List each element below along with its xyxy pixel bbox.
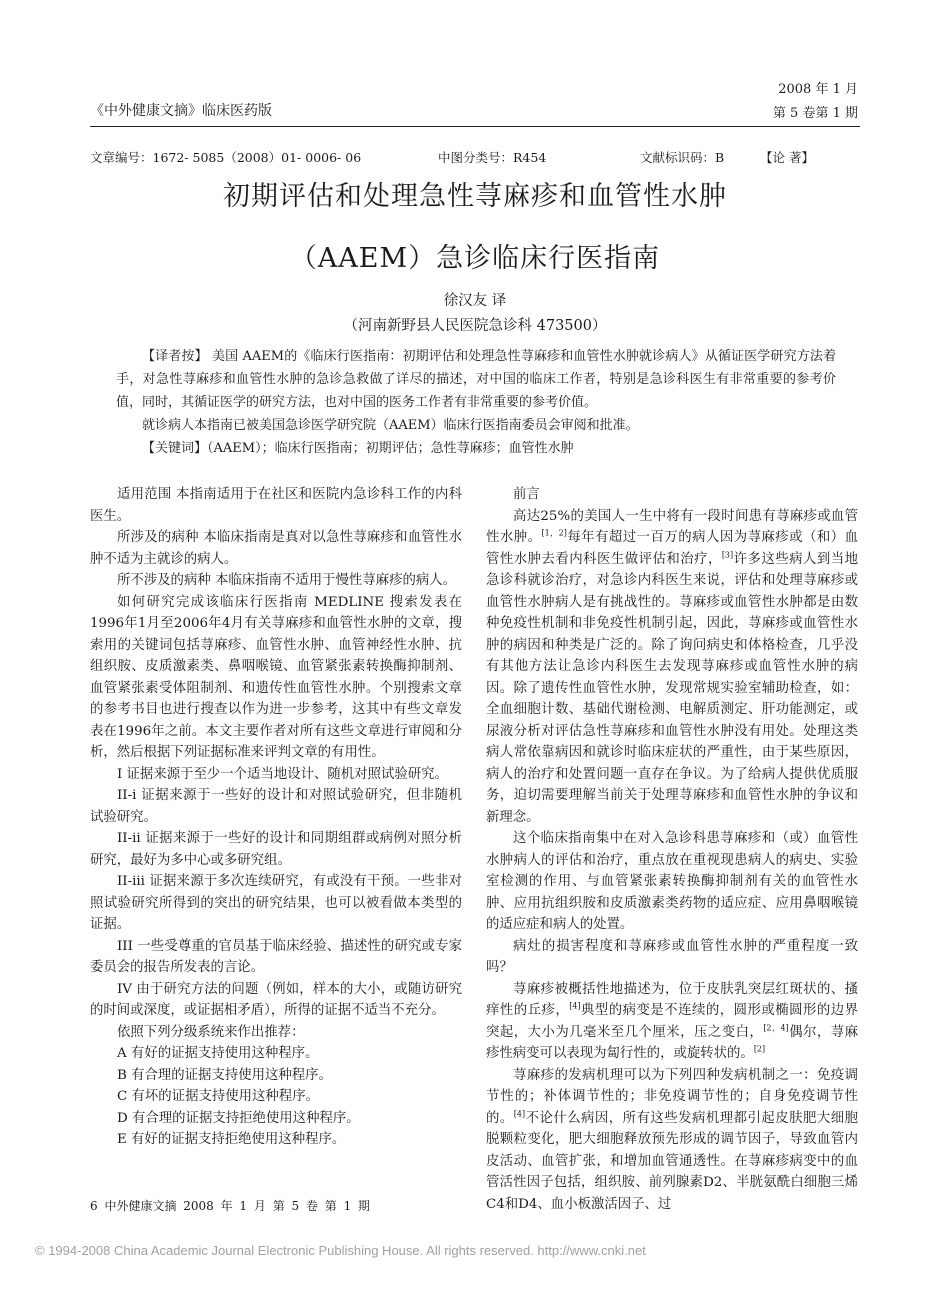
author-affiliation: （河南新野县人民医院急诊科 473500） <box>343 318 607 334</box>
citation-2: [2] <box>753 1044 766 1054</box>
evidence-level-i: I 证据来源于至少一个适当地设计、随机对照试验研究。 <box>117 766 448 782</box>
preface-paragraph-1: 高达25%的美国人一生中将有一段时间患有荨麻疹或血管性水肿。[1，2]每年有超过一百万的病人因为荨麻疹或（和）血管性水肿去看内科医生做评估和治疗，[3]许多这些病人到当地急诊科就诊治疗，对急诊内科医生来说，评估和处理荨麻疹或血管性水肿病人是有挑战性的。荨麻疹或血管性水肿都是由数种免疫性机制和非免疫性机制引起，因此，荨麻疹或血管性水肿的病因和种类是广泛的。除了询问病史和体格检查，几乎没有其他方法让急诊内科医生去发现荨麻疹或血管性水肿的病因。除了遗传性血管性水肿，发现常规实验室辅助检查，如：全血细胞计数、基础代谢检测、电解质测定、肝功能测定，或尿液分析对评估急性荨麻疹和血管性水肿没有用处。处理这类病人常依靠病因和就诊时临床症状的严重性，由于某些原因，病人的治疗和处置问题一直存在争议。为了给病人提供优质服务，迫切需要理解当前关于处理荨麻疹和血管性水肿的争议和新理念。 <box>486 508 859 825</box>
classification-code: 中图分类号：R454 <box>438 150 547 165</box>
preface-paragraph-2: 这个临床指南集中在对入急诊科患荨麻疹和（或）血管性水肿病人的评估和治疗，重点放在重视现患病人的病史、实验室检测的作用、与血管紧张素转换酶抑制剂有关的血管性水肿、应用抗组织胺和皮质激素类药物的适应症、应用鼻咽喉镜的适应症和病人的处置。 <box>486 831 858 932</box>
grade-c: C 有坏的证据支持使用这种程序。 <box>117 1089 319 1104</box>
document-code: 文献标识码：B <box>640 150 725 165</box>
citation-2-4: [2，4] <box>763 1023 789 1033</box>
page-footer: 6 中外健康文摘 2008 年 1 月 第 5 卷 第 1 期 <box>90 1199 371 1213</box>
keywords: 【关键词】（AAEM）；临床行医指南；初期评估；急性荨麻疹；血管性水肿 <box>142 441 574 456</box>
citation-1-2: [1，2] <box>541 528 567 538</box>
copyright-watermark: © 1994-2008 China Academic Journal Electronic Publishing House. All rights reserved. http://www.cnki.net <box>35 1243 646 1258</box>
scope-paragraph: 适用范围 本指南适用于在社区和医院内急诊科工作的内科医生。 <box>90 487 462 524</box>
grade-b: B 有合理的证据支持使用这种程序。 <box>117 1067 332 1083</box>
issue-date: 2008 年 1 月 <box>778 82 858 97</box>
right-column <box>486 484 858 1215</box>
evidence-level-ii-i: II-i 证据来源于一些好的设计和对照试验研究，但非随机试验研究。 <box>90 788 462 825</box>
evidence-level-iv: IV 由于研究方法的问题（例如，样本的大小，或随访研究的时间或深度，或证据相矛盾），所得的证据不适当不充分。 <box>90 981 462 1018</box>
evidence-level-ii-ii: II-ii 证据来源于一些好的设计和同期组群或病例对照分析研究，最好为多中心或多研究组。 <box>90 831 462 868</box>
article-category: 【论 著】 <box>760 150 814 165</box>
question-heading: 病灶的损害程度和荨麻疹或血管性水肿的严重程度一致吗？ <box>486 938 858 975</box>
title-line-2: （AAEM）急诊临床行医指南 <box>289 243 661 274</box>
diseases-excluded-paragraph: 所不涉及的病种 本临床指南不适用于慢性荨麻疹的病人。 <box>117 573 457 588</box>
methods-paragraph: 如何研究完成该临床行医指南 MEDLINE 搜索发表在1996年1月至2006年4月有关荨麻疹和血管性水肿的文章，搜索用的关键词包括荨麻疹、血管性水肿、血管神经性水肿、抗组织胺、皮质激素类、鼻咽喉镜、血管紧张素转换酶抑制剂、血管紧张素受体阻制剂、和遗传性血管性水肿。个别搜索文章的参考书目也进行搜查以作为进一步参考，这其中有些文章发表在1996年之前。本文主要作者对所有这些文章进行审阅和分析，然后根据下列证据标准来评判文章的有用性。 <box>90 594 462 760</box>
evidence-level-iii: III 一些受尊重的官员基于临床经验、描述性的研究或专家委员会的报告所发表的言论。 <box>90 938 462 975</box>
grading-intro: 依照下列分级系统来作出推荐： <box>117 1024 305 1040</box>
left-column <box>90 484 462 1151</box>
citation-4: [4] <box>569 1001 581 1011</box>
evidence-level-ii-iii: II-iii 证据来源于多次连续研究，有或没有干预。一些非对照试验研究所得到的突出的研究结果，也可以被看做本类型的证据。 <box>90 874 462 932</box>
abstract <box>116 345 836 460</box>
issue-volume: 第 5 卷第 1 期 <box>772 106 858 121</box>
grade-e: E 有好的证据支持拒绝使用这种程序。 <box>117 1132 346 1147</box>
grade-d: D 有合理的证据支持拒绝使用这种程序。 <box>117 1110 360 1126</box>
citation-3: [3] <box>721 550 734 560</box>
journal-name: 《中外健康文摘》临床医药版 <box>90 103 272 119</box>
title-line-1: 初期评估和处理急性荨麻疹和血管性水肿 <box>223 181 727 212</box>
approval-note: 就诊病人本指南已被美国急诊医学研究院（AAEM）临床行医指南委员会审阅和批准。 <box>142 418 639 433</box>
section-heading-preface: 前言 <box>513 487 540 502</box>
pathogenesis-paragraph: 荨麻疹的发病机理可以为下列四种发病机制之一：免疫调节性的；补体调节性的；非免疫调节性的；自身免疫调节性的。[4]不论什么病因，所有这些发病机理都引起皮肤肥大细胞脱颗粒变化，肥大细胞释放预先形成的调节因子，导致血管内皮活动、血管扩张，和增加血管通透性。在荨麻疹病变中的血管活性因子包括，组织胺、前列腺素D2、半胱氨酰白细胞三烯C4和D4、血小板激活因子、过 <box>486 1067 859 1212</box>
article-number: 文章编号：1672- 5085（2008）01- 0006- 06 <box>90 150 362 165</box>
translator-note: 【译者按】 美国 AAEM的《临床行医指南：初期评估和处理急性荨麻疹和血管性水肿就诊病人》从循证医学研究方法着手，对急性荨麻疹和血管性水肿的急诊急救做了详尽的描述，对中国的临床工作者，特别是急诊科医生有非常重要的参考价值，同时，其循证医学的研究方法，也对中国的医务工作者有非常重要的参考价值。 <box>116 349 836 410</box>
header-rule <box>90 126 860 127</box>
issue-info <box>773 78 858 126</box>
grade-a: A 有好的证据支持使用这种程序。 <box>117 1046 319 1061</box>
citation-4b: [4] <box>513 1109 526 1119</box>
diseases-covered-paragraph: 所涉及的病种 本临床指南是真对以急性荨麻疹和血管性水肿不适为主就诊的病人。 <box>90 530 462 567</box>
urticaria-description: 荨麻疹被概括性地描述为，位于皮肤乳突层红斑状的、搔痒性的丘疹，[4]典型的病变是不连续的，圆形或椭圆形的边界突起，大小为几毫米至几个厘米，压之变白，[2，4]偶尔，荨麻疹性病变可以表现为匐行性的，或旋转状的。[2] <box>486 981 859 1061</box>
author-name: 徐汉友 译 <box>443 293 507 309</box>
